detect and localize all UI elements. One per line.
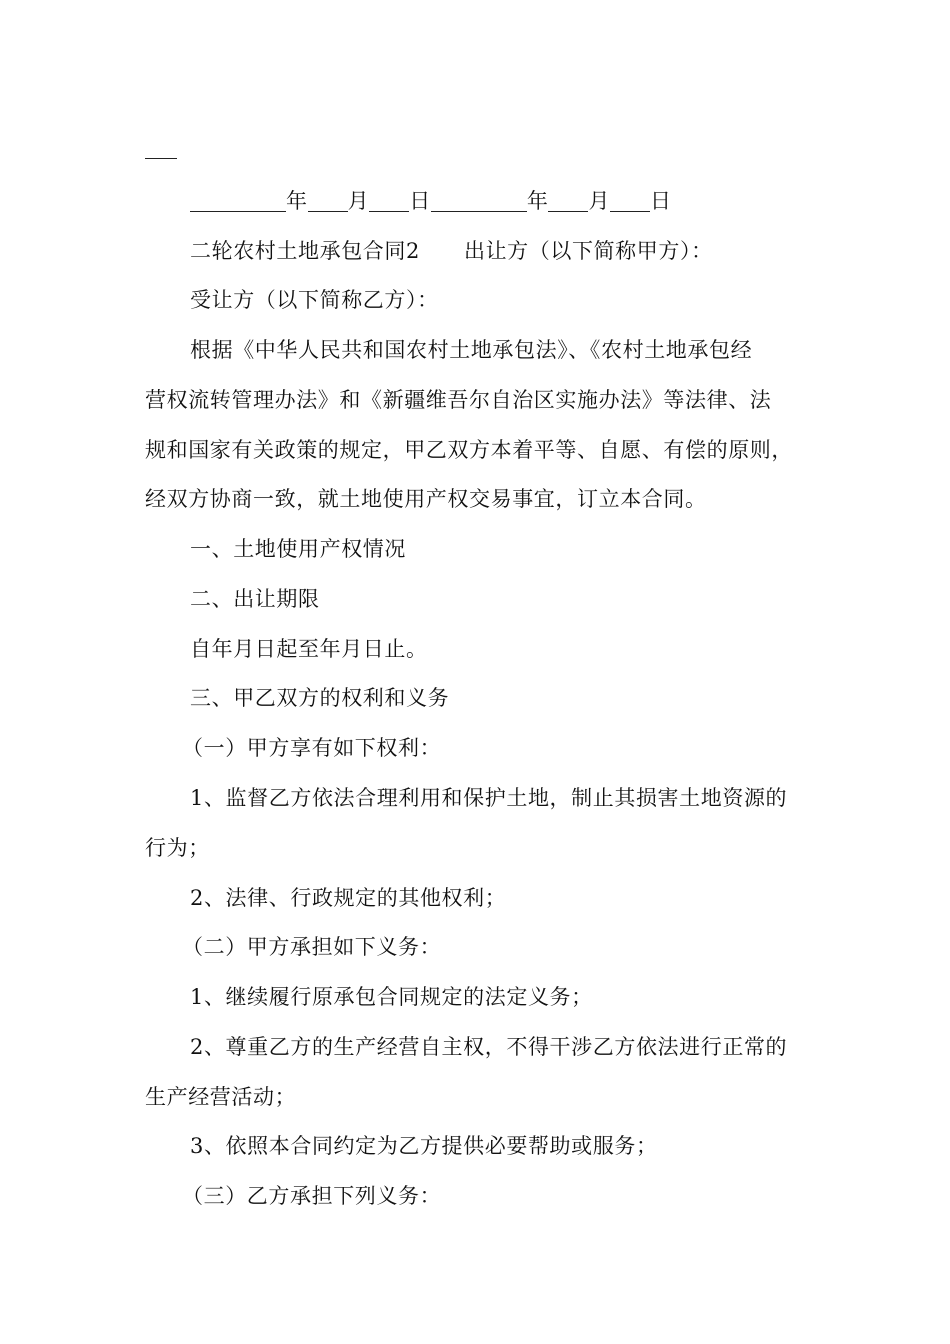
- section-text: 自年月日起至年月日止。: [190, 637, 428, 661]
- section-heading: 二、出让期限: [190, 587, 320, 611]
- date-day-label: 日: [409, 189, 431, 213]
- header-rule: [145, 158, 177, 159]
- contract-title: 二轮农村土地承包合同2: [190, 239, 420, 263]
- preamble-line: 营权流转管理办法》和《新疆维吾尔自治区实施办法》等法律、法: [145, 388, 772, 412]
- signature-date-line: [190, 186, 672, 216]
- clause-line: 3、依照本合同约定为乙方提供必要帮助或服务；: [190, 1134, 658, 1158]
- blank-field: [610, 189, 650, 212]
- clause-line: 2、法律、行政规定的其他权利；: [190, 886, 507, 910]
- contract-title-line: [190, 236, 713, 266]
- subsection-heading: （二）甲方承担如下义务：: [182, 935, 442, 959]
- clause-line: 1、继续履行原承包合同规定的法定义务；: [190, 985, 593, 1009]
- blank-field: [548, 189, 588, 212]
- date-year-label: 年: [286, 189, 308, 213]
- blank-field: [369, 189, 409, 212]
- date-year-label: 年: [526, 189, 549, 213]
- preamble-line: 规和国家有关政策的规定，甲乙双方本着平等、自愿、有偿的原则，: [145, 438, 793, 462]
- date-month-label: 月: [347, 189, 370, 213]
- section-heading: 一、土地使用产权情况: [190, 537, 406, 561]
- clause-line: 生产经营活动；: [145, 1085, 297, 1109]
- blank-field: [431, 189, 527, 212]
- blank-field: [190, 189, 286, 212]
- party-b-label: 受让方（以下简称乙方）：: [190, 288, 439, 312]
- date-month-label: 月: [588, 189, 611, 213]
- section-heading: 三、甲乙双方的权利和义务: [190, 686, 450, 710]
- subsection-heading: （一）甲方享有如下权利：: [182, 736, 442, 760]
- clause-line: 行为；: [145, 836, 210, 860]
- clause-line: 1、监督乙方依法合理利用和保护土地，制止其损害土地资源的: [190, 786, 788, 810]
- party-a-label: 出让方（以下简称甲方）：: [463, 239, 713, 263]
- date-day-label: 日: [650, 189, 672, 213]
- subsection-heading: （三）乙方承担下列义务：: [182, 1184, 442, 1208]
- clause-line: 2、尊重乙方的生产经营自主权，不得干涉乙方依法进行正常的: [190, 1035, 788, 1059]
- preamble-line: 根据《中华人民共和国农村土地承包法》、《农村土地承包经: [190, 338, 753, 362]
- preamble-line: 经双方协商一致，就土地使用产权交易事宜，订立本合同。: [145, 487, 707, 511]
- blank-field: [308, 189, 348, 212]
